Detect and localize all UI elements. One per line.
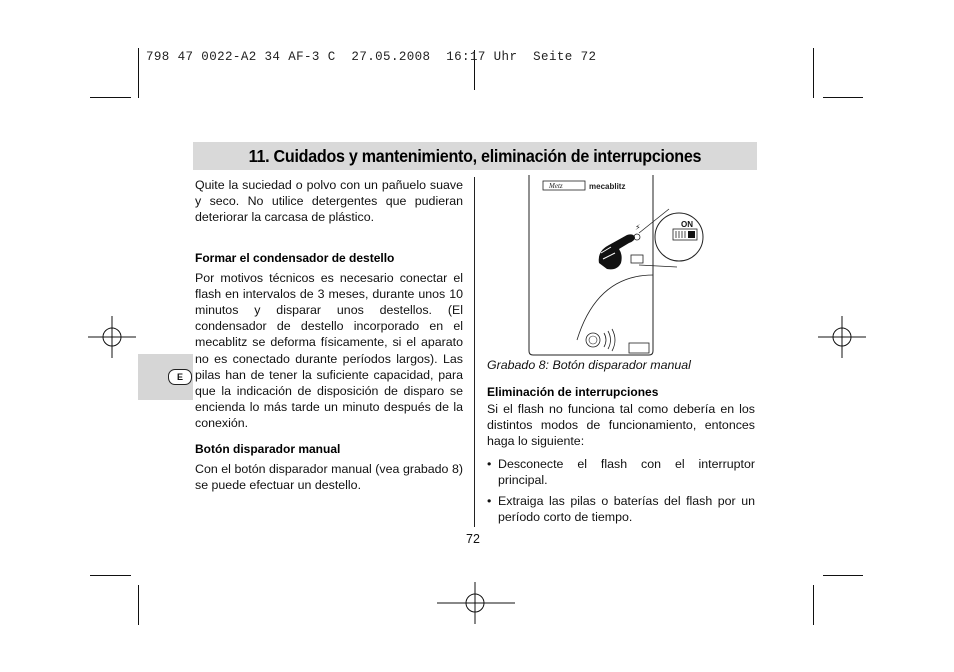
list-item	[487, 456, 755, 488]
left-column	[195, 177, 463, 493]
registration-mark-left	[88, 316, 136, 358]
bullet-symbol: •	[487, 494, 492, 509]
list-item-text: Extraiga las pilas o baterías del flash por un período corto de tiempo.	[498, 494, 755, 525]
svg-text:Metz: Metz	[549, 182, 563, 190]
figure-caption: Grabado 8: Botón disparador manual	[487, 358, 691, 372]
section-heading-troubleshooting: Eliminación de interrupciones	[487, 385, 659, 399]
right-column	[487, 384, 755, 525]
flash-illustration	[527, 175, 705, 357]
crop-mark-bottom-right-v	[813, 585, 814, 625]
crop-mark-top-right-h	[823, 97, 863, 98]
print-slug: 798 47 0022-A2 34 AF-3 C 27.05.2008 16:17 Uhr Seite 72	[146, 50, 597, 64]
troubleshooting-paragraph: Si el flash no funciona tal como debería en los distintos modos de funcionamiento, entonces haga lo siguiente:	[487, 402, 755, 449]
crop-mark-bottom-left-h	[90, 575, 131, 576]
svg-text:⚡: ⚡	[635, 223, 641, 232]
crop-mark-top-left-h	[90, 97, 131, 98]
crop-mark-top-left-v	[138, 48, 139, 98]
section-title: 11. Cuidados y mantenimiento, eliminación de interrupciones	[248, 145, 702, 166]
column-divider	[474, 177, 475, 527]
intro-paragraph: Quite la suciedad o polvo con un pañuelo suave y seco. No utilice detergentes que pudieran deteriorar la carcasa de plástico.	[195, 178, 463, 225]
section-heading-capacitor: Formar el condensador de destello	[195, 250, 395, 265]
switch-on-label: ON	[681, 220, 693, 229]
registration-mark-bottom	[437, 582, 515, 624]
bullet-symbol: •	[487, 456, 492, 471]
section-heading-manual-trigger: Botón disparador manual	[195, 441, 341, 456]
list-item-text: Desconecte el flash con el interruptor principal.	[498, 456, 755, 487]
language-badge: E	[168, 369, 192, 385]
page-number: 72	[466, 532, 480, 546]
section-title-bar	[193, 142, 757, 170]
crop-mark-bottom-left-v	[138, 585, 139, 625]
manual-trigger-paragraph: Con el botón disparador manual (vea grabado 8) se puede efectuar un destello.	[195, 461, 463, 492]
brand-label: mecablitz	[589, 182, 626, 191]
crop-mark-top-right-v	[813, 48, 814, 98]
crop-mark-bottom-right-h	[823, 575, 863, 576]
capacitor-paragraph: Por motivos técnicos es necesario conectar el flash en intervalos de 3 meses, durante unos 10 minutos y disparar unos destellos. (El condensador de destello incorporado en el mecablitz se deforma físicamente, si el aparato no es conectado durante períodos largos). Las pilas han de tener la suficiente capacidad, para que la indicación de disposición de disparo se encienda lo más tarde un minuto después de la conexión.	[195, 270, 463, 431]
list-item	[487, 493, 755, 525]
registration-mark-right	[818, 316, 866, 358]
